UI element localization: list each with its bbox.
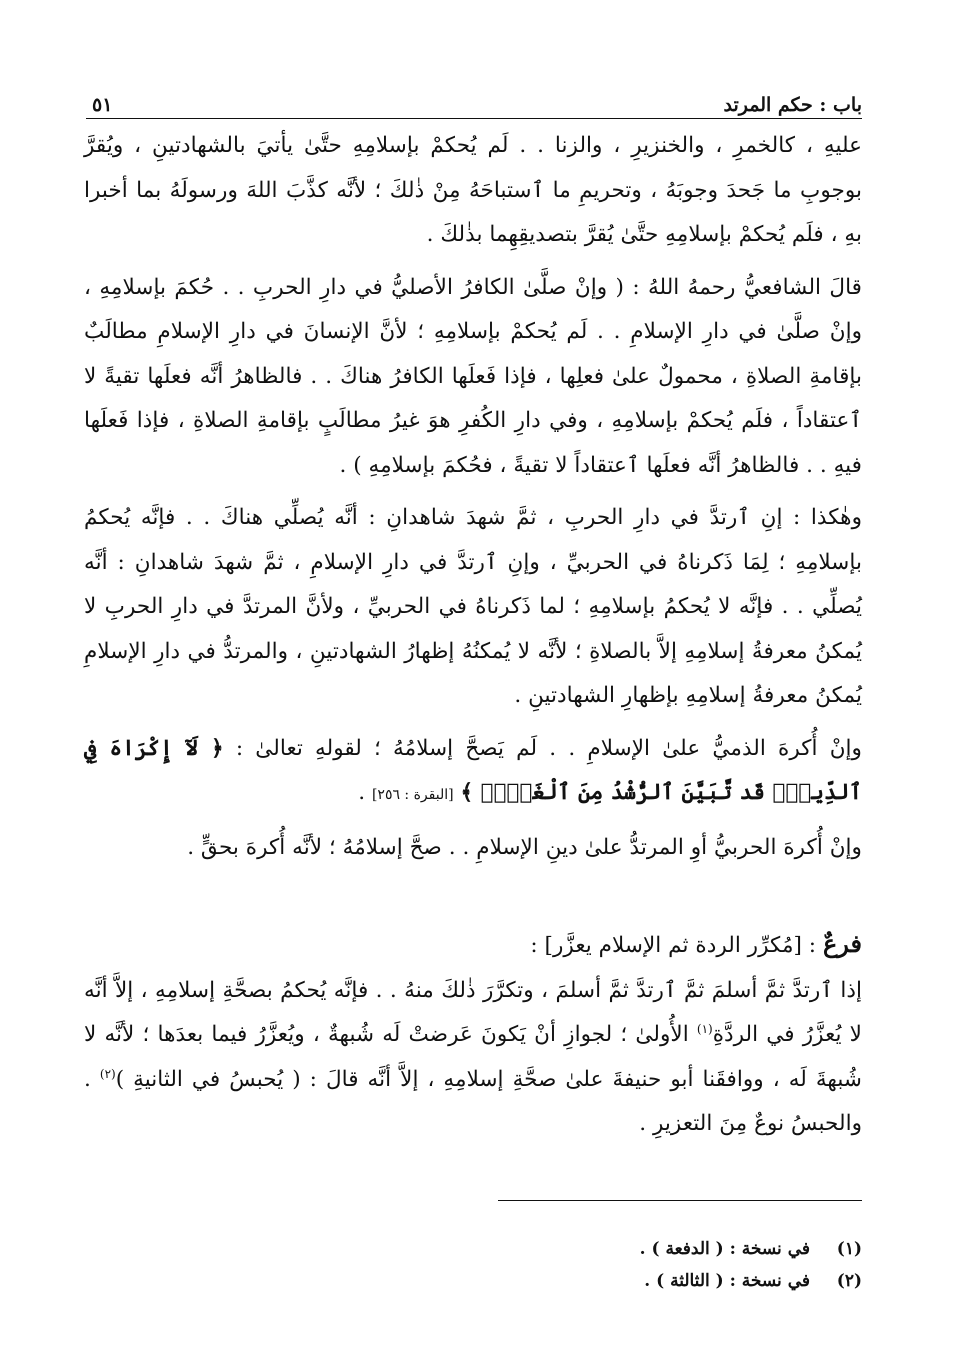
header-divider	[86, 118, 862, 119]
coerced-dhimmi-end: .	[358, 780, 372, 805]
paragraph-3: وهٰكذا : إنِ ٱرتدَّ في دارِ الحربِ ، ثمَّ شهدَ شاهدانِ : أنَّه يُصلِّي هناكَ . . فإنَّه يُحكمُ بإسلامِهِ ؛ لِمَا ذَكرناهُ في الحربيِّ ، وإنِ ٱرتدَّ في دارِ الإسلامِ ، ثمَّ شهدَ شاهدانِ : أنَّه يُصلِّي . . فإنَّه لا يُحكمُ بإسلامِهِ ؛ لما ذَكرناهُ في الحربيِّ ، ولأنَّ المرتدَّ في دارِ الحربِ لا يُمكنُ معرفةُ إسلامِهِ إلاَّ بالصلاةِ ؛ لأنَّه لا يُمكنُهُ إظهارُ الشهادتينِ ، والمرتدُّ في دارِ الإسلامِ يُمكنُ معرفةُ إسلامِهِ بإظهارِ الشهادتينِ .	[84, 505, 862, 708]
verse-reference: [البقرة : ٢٥٦]	[371, 787, 454, 803]
branch-heading	[84, 922, 862, 969]
footnote-divider	[498, 1200, 862, 1201]
paragraph-1: عليهِ ، كالخمرِ ، والخنزيرِ ، والزنا . . لَم يُحكمْ بإسلامِهِ حتَّىٰ يأتيَ بالشهادتينِ ، ويُقرَّ بوجوبِ ما جَحدَ وجوبَهُ ، وتحريمِ ما ٱستباحَهُ مِنْ ذٰلكَ ؛ لأنَّه كذَّبَ اللهَ ورسولَهُ بما أخبرا بهِ ، فلَم يُحكمْ بإسلامِهِ حتَّىٰ يُقرَّ بتصديقِهِما بذٰلكَ .	[84, 133, 862, 247]
chapter-title: باب : حكم المرتد	[723, 94, 862, 116]
branch-text-1: إذا ٱرتدَّ ثمَّ أسلمَ ثمَّ ٱرتدَّ ثمَّ أسلمَ ، وتكرَّرَ ذٰلكَ منهُ . . فإنَّه يُحكمُ بصحَّةِ إسلامِهِ ، إلاَّ أنَّه لا يُعزَّرُ في الردَّةِ	[84, 977, 862, 1047]
footnote-number: (١)	[836, 1239, 862, 1259]
footnote-number: (٢)	[836, 1271, 862, 1291]
quran-verse: ﴿ لَآ إِكْرَاهَ فِي ٱلدِّينِۖ قَد تَّبَيَّنَ ٱلرُّشْدُ مِنَ ٱلْغَيِّۚ ﴾	[84, 735, 862, 805]
paragraph-coerced-harbi: وإنْ أُكرهَ الحربيُّ أوِ المرتدُّ علىٰ دينِ الإسلامِ . . صحَّ إسلامُهُ ؛ لأنَّه أُكرهَ بحقٍّ .	[187, 834, 862, 860]
branch-paragraph	[84, 969, 862, 1147]
branch-text-3: . والحبسُ نوعٌ مِنَ التعزيرِ .	[84, 1066, 862, 1136]
branch-text-2: الأُولىٰ ؛ لجوازِ أنْ يَكونَ عَرضتْ لَه شُبهةٌ ، ويُعزَّرُ فيما بعدَها ؛ لأنَّه لا شُبهةَ لَه ، ووافقَنا أبو حنيفةَ علىٰ صحَّةِ إسلامِهِ ، إلاَّ أنَّه قالَ : ( يُحبسُ في الثانيةِ )	[84, 1022, 862, 1092]
footnotes	[84, 1233, 862, 1297]
footnote-text: في نسخة : ( الدفعة ) .	[639, 1239, 810, 1259]
branch-title: : [مُكرِّر الردة ثم الإسلام يعزَّر] :	[530, 933, 823, 958]
paragraph-coerced-dhimmi	[84, 727, 862, 818]
page-number: ٥١	[92, 94, 113, 116]
branch-label: فرعٌ	[822, 929, 862, 958]
footnote	[84, 1233, 862, 1265]
coerced-dhimmi-text: وإنْ أُكرهَ الذميُّ علىٰ الإسلامِ . . لَم يَصحَّ إسلامُهُ ؛ لقولهِ تعالىٰ :	[235, 735, 862, 761]
footnote-ref-1: (١)	[696, 1021, 713, 1036]
footnote-text: في نسخة : ( الثالثة ) .	[644, 1271, 810, 1291]
main-text	[84, 124, 862, 1147]
running-header	[92, 82, 862, 116]
footnote-ref-2: (٢)	[99, 1066, 116, 1081]
paragraph-2: قالَ الشافعيُّ رحمهُ اللهُ : ( وإنْ صلَّىٰ الكافرُ الأصليُّ في دارِ الحربِ . . حُكمَ بإسلامِهِ ، وإنْ صلَّىٰ في دارِ الإسلامِ . . لَم يُحكمْ بإسلامِهِ ؛ لأنَّ الإنسانَ في دارِ الإسلامِ مطالَبٌ بإقامةِ الصلاةِ ، محمولٌ علىٰ فعلِها ، فإذا فَعلَها الكافرُ هناكَ . . فالظاهرُ أنَّه فعلَها تقيةً لا ٱعتقاداً ، فلَم يُحكمْ بإسلامِهِ ، وفي دارِ الكُفرِ هوَ غيرُ مطالَبٍ بإقامةِ الصلاةِ ، فإذا فَعلَها فيهِ . . فالظاهرُ أنَّه فعلَها ٱعتقاداً لا تقيةً ، فحُكمَ بإسلامِهِ ) .	[84, 274, 862, 478]
footnote	[84, 1265, 862, 1297]
